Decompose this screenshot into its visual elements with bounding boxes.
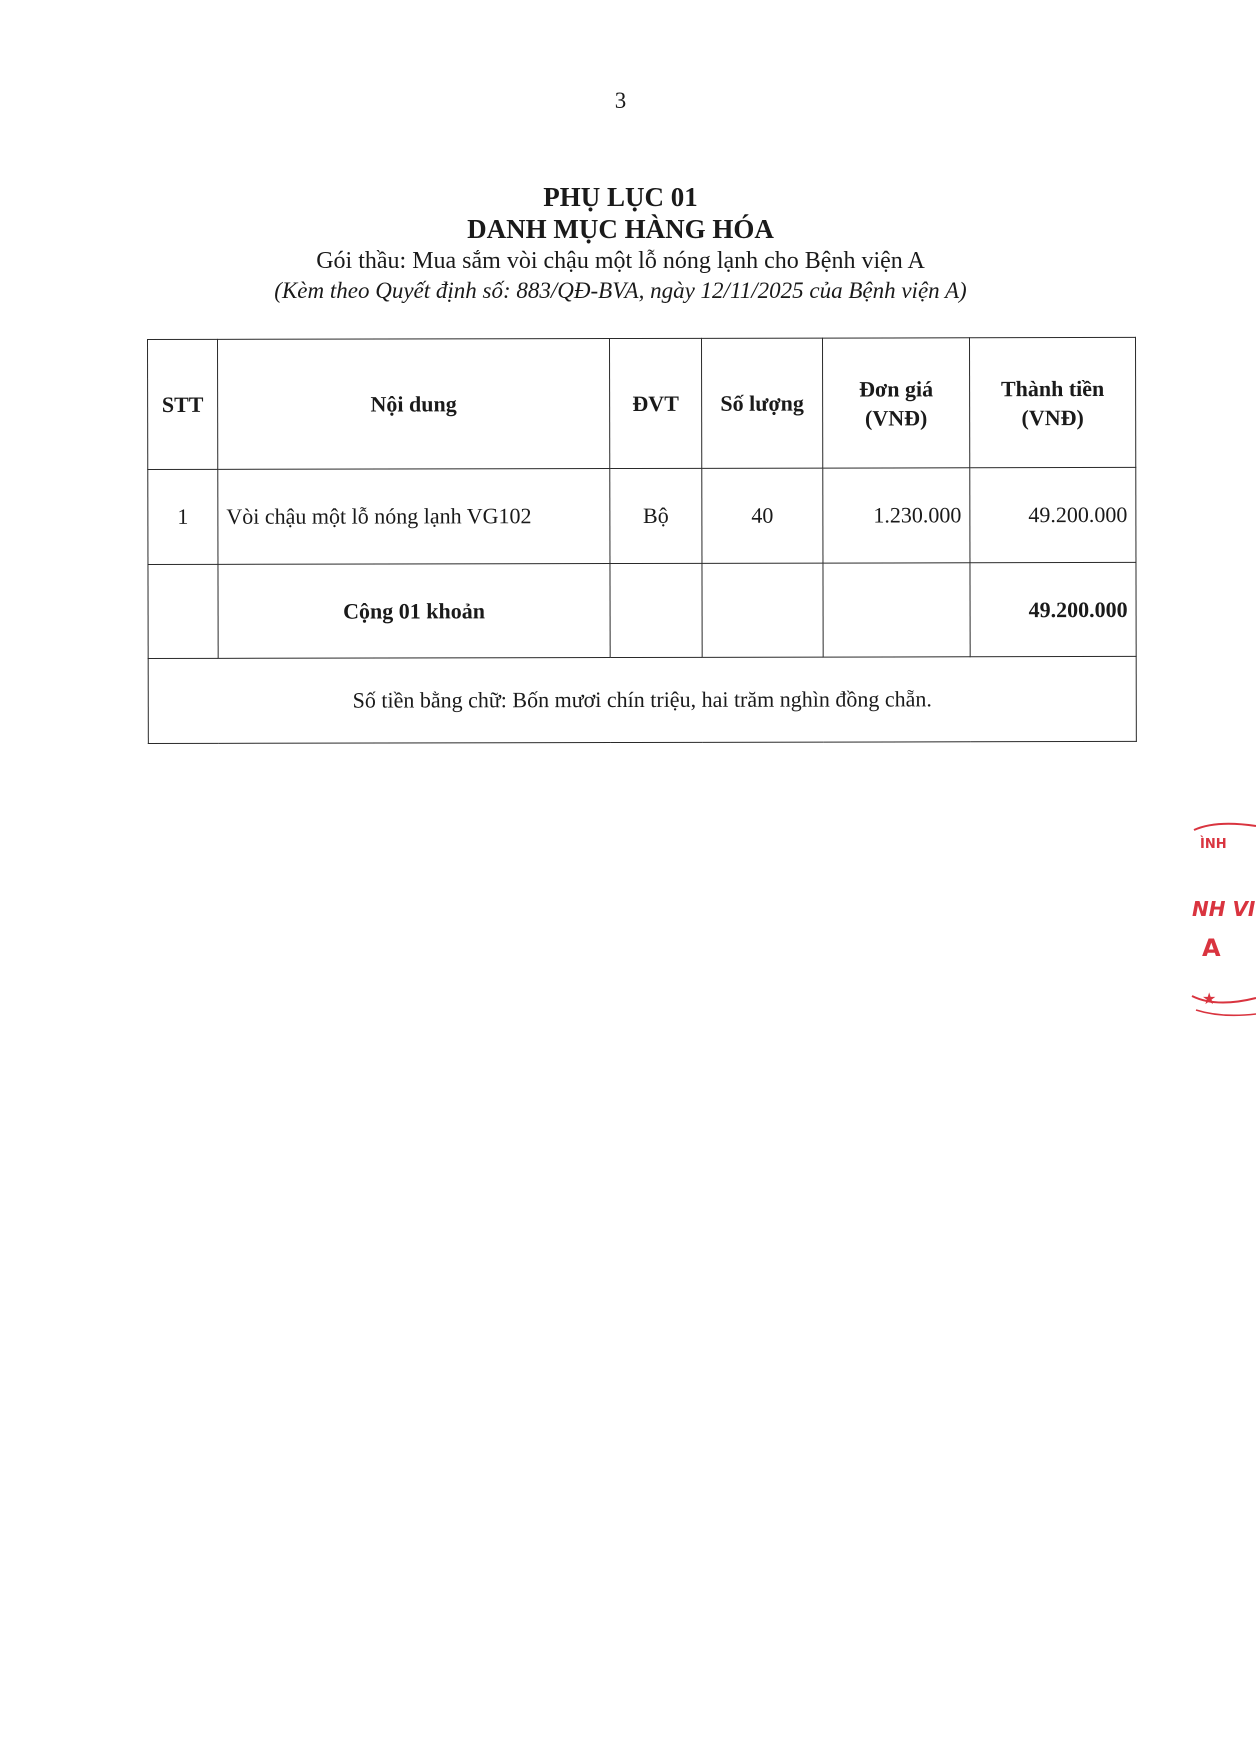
amount-in-words-row xyxy=(148,656,1136,743)
stamp-text-mid: NH VI xyxy=(1192,897,1256,921)
cell-empty xyxy=(610,563,702,657)
cell-quantity: 40 xyxy=(702,468,823,563)
official-stamp xyxy=(1186,818,1256,1018)
cell-empty xyxy=(148,564,218,658)
cell-empty xyxy=(702,563,823,657)
column-header-amount: Thành tiền (VNĐ) xyxy=(969,337,1135,467)
total-label: Cộng 01 khoản xyxy=(218,564,610,659)
stamp-text-top: ÌNH xyxy=(1200,837,1227,852)
column-header-stt: STT xyxy=(148,339,218,469)
column-header-content: Nội dung xyxy=(218,339,610,470)
page-number: 3 xyxy=(614,88,627,113)
attachment-note: (Kèm theo Quyết định số: 883/QĐ-BVA, ngày 12/11/2025 của Bệnh viện A) xyxy=(274,278,967,303)
cell-content: Vòi chậu một lỗ nóng lạnh VG102 xyxy=(218,469,610,565)
total-amount: 49.200.000 xyxy=(970,562,1136,656)
cell-stt: 1 xyxy=(148,469,218,564)
package-name: Gói thầu: Mua sắm vòi chậu một lỗ nóng lạnh cho Bệnh viện A xyxy=(316,248,925,274)
column-header-unit-price: Đơn giá (VNĐ) xyxy=(822,338,969,468)
total-row xyxy=(148,562,1136,658)
goods-table xyxy=(147,337,1137,744)
column-header-unit: ĐVT xyxy=(610,338,702,468)
amount-in-words: Số tiền bằng chữ: Bốn mươi chín triệu, hai trăm nghìn đồng chẵn. xyxy=(148,656,1136,743)
star-icon: ★ xyxy=(1202,989,1217,1008)
appendix-title: PHỤ LỤC 01 xyxy=(543,182,698,212)
table-header-row xyxy=(148,337,1136,469)
list-title: DANH MỤC HÀNG HÓA xyxy=(467,214,774,244)
cell-amount: 49.200.000 xyxy=(970,467,1136,562)
cell-unit-price: 1.230.000 xyxy=(823,468,970,563)
cell-unit: Bộ xyxy=(610,468,702,563)
column-header-quantity: Số lượng xyxy=(701,338,822,468)
stamp-text-letter: A xyxy=(1202,934,1221,962)
table-row xyxy=(148,467,1136,564)
cell-empty xyxy=(823,563,970,657)
